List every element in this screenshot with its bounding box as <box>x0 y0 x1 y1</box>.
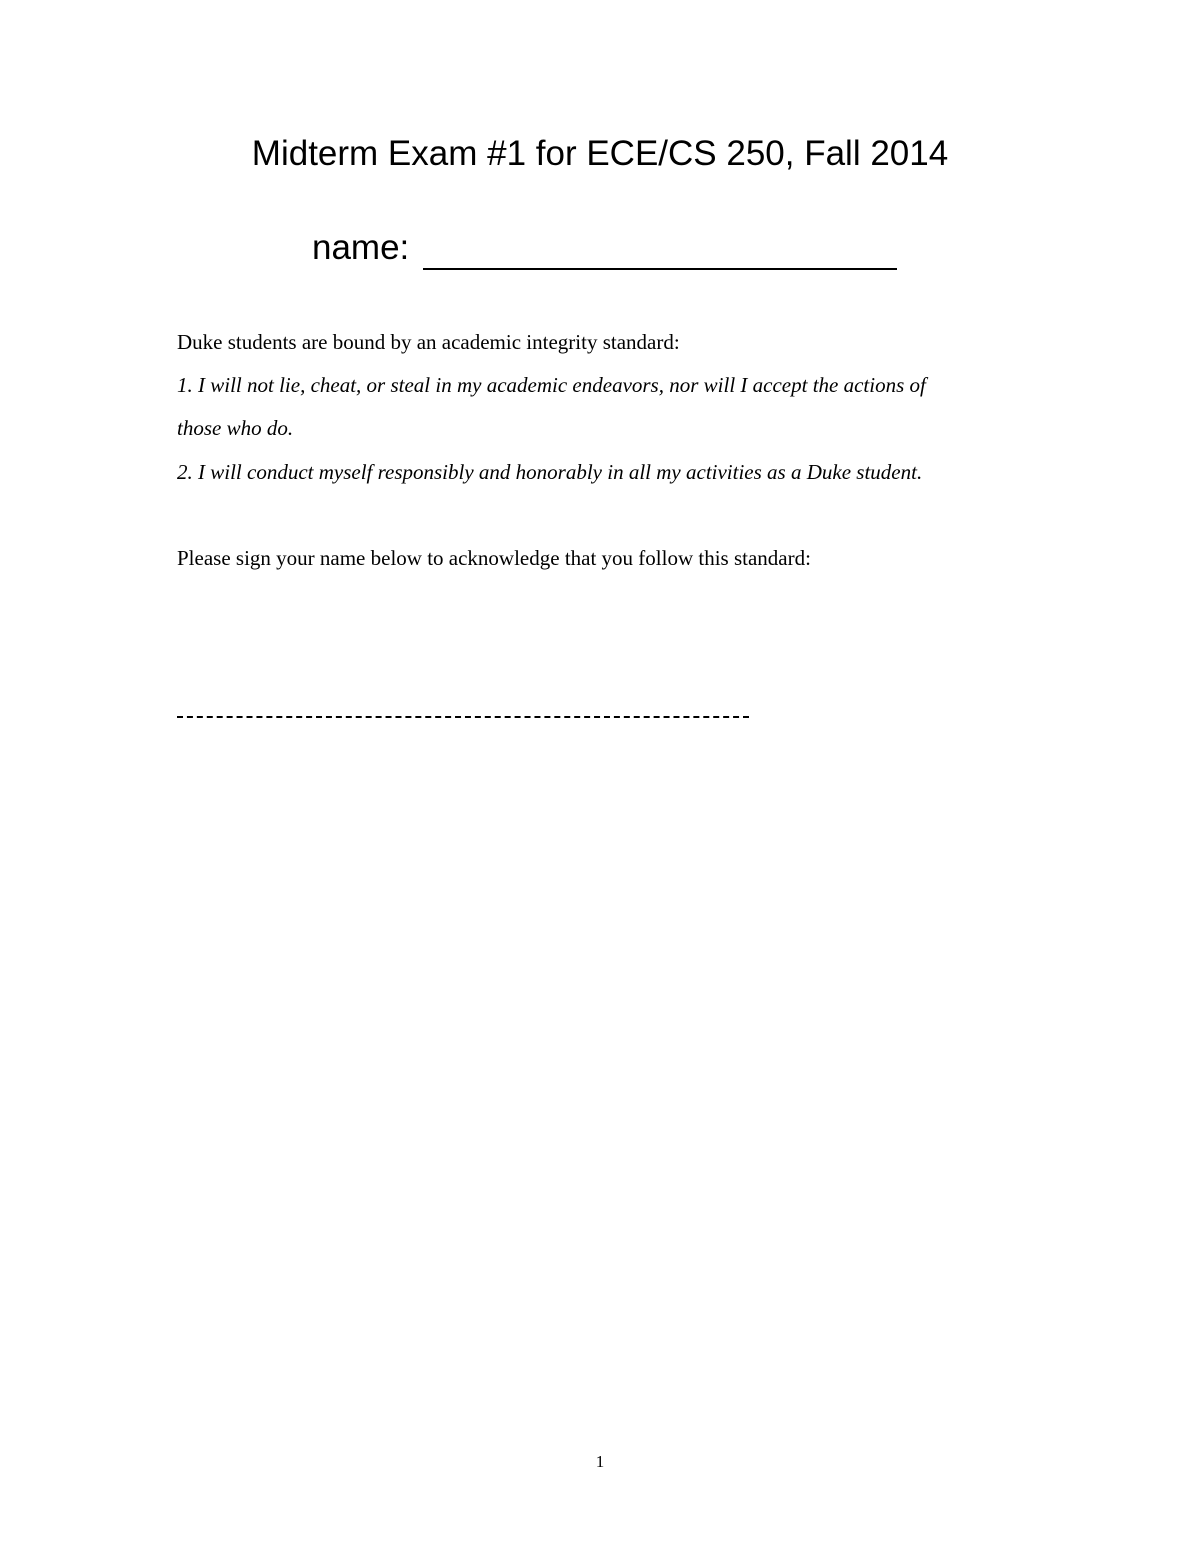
sign-prompt: Please sign your name below to acknowledge that you follow this standard: <box>177 546 811 570</box>
signature-line <box>177 716 749 718</box>
page-title: Midterm Exam #1 for ECE/CS 250, Fall 2014 <box>251 134 949 173</box>
pledge-1-line-1: 1. I will not lie, cheat, or steal in my academic endeavors, nor will I accept the actions of <box>177 373 926 397</box>
integrity-intro: Duke students are bound by an academic integrity standard: <box>177 330 680 354</box>
name-blank-line <box>423 234 897 270</box>
pledge-1-line-2: those who do. <box>177 416 294 440</box>
name-row <box>312 226 897 270</box>
pledge-2: 2. I will conduct myself responsibly and honorably in all my activities as a Duke student. <box>177 460 923 484</box>
page-number: 1 <box>595 1452 605 1471</box>
name-label: name: <box>312 228 410 267</box>
